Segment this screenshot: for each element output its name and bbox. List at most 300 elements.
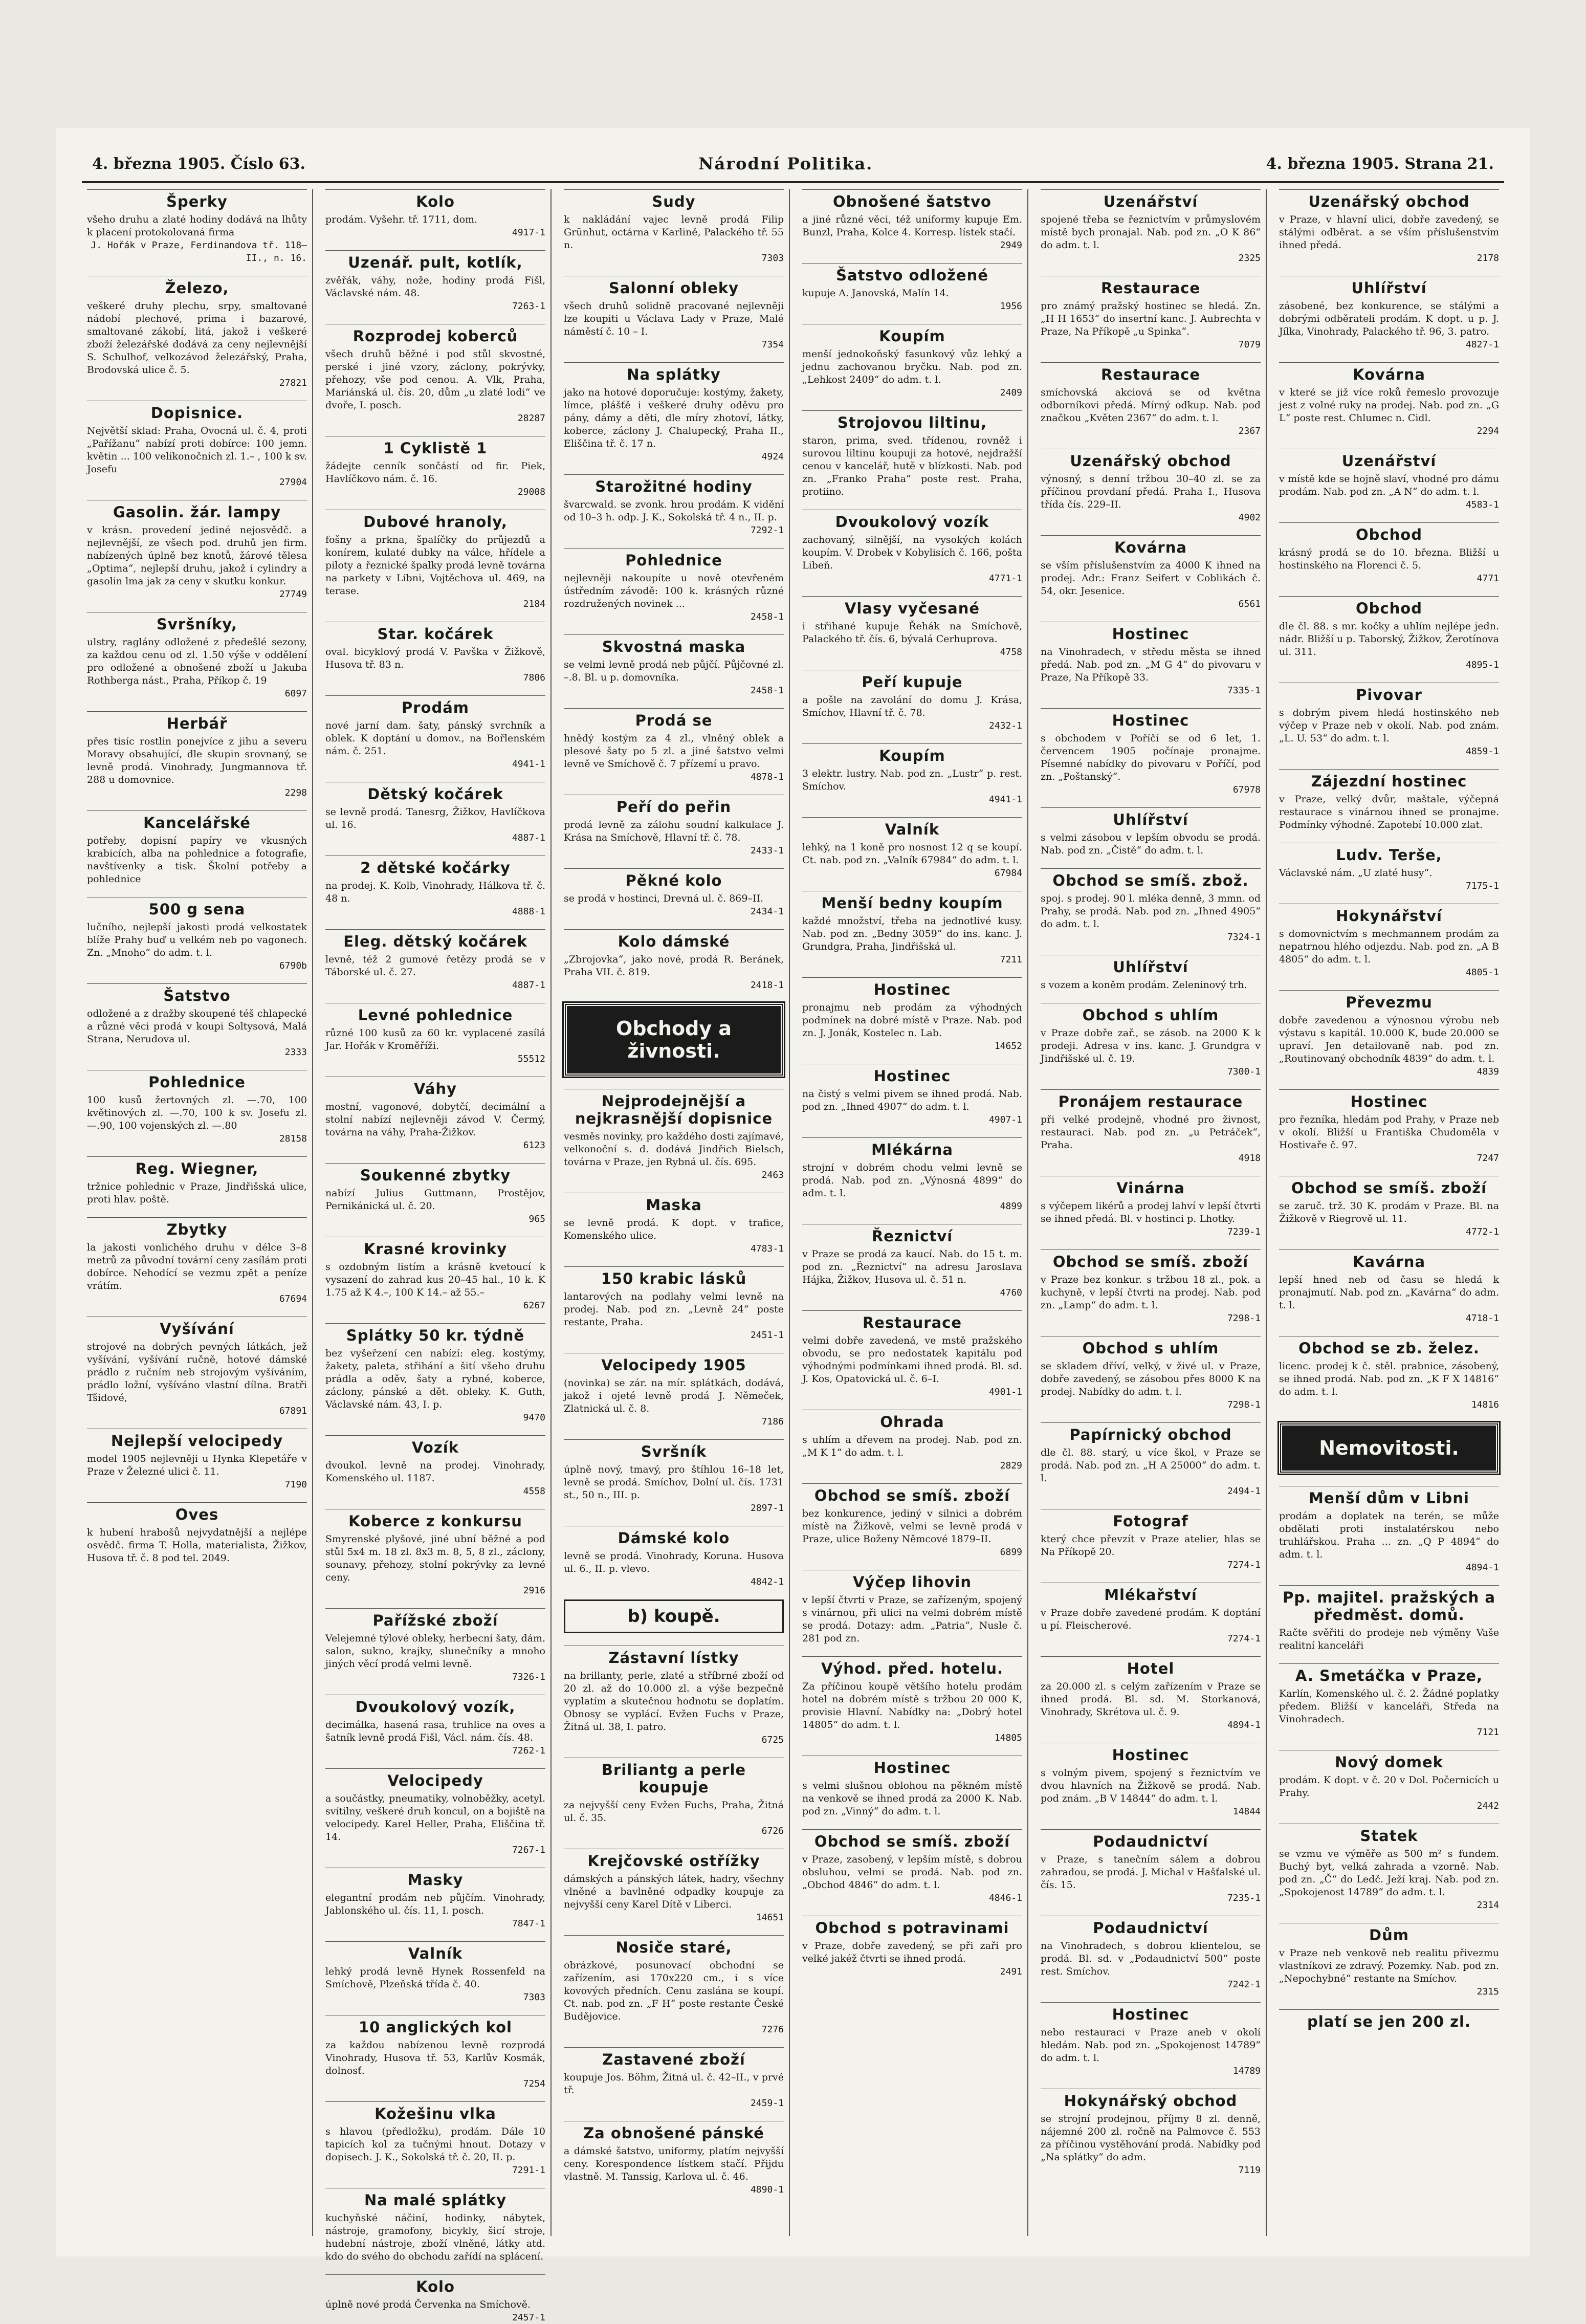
ad-title: Železo,	[87, 276, 307, 297]
ad-code: 4772-1	[1465, 1226, 1499, 1237]
classified-ad	[802, 510, 1022, 585]
ad-title: Za obnošené pánské	[564, 2121, 784, 2142]
ad-title: Oves	[87, 1502, 307, 1523]
ad-code: 7211	[1000, 954, 1022, 965]
ad-title: Vinárna	[1041, 1176, 1261, 1197]
column-6	[1274, 189, 1504, 2236]
classified-ad	[1041, 276, 1261, 351]
classified-ad	[87, 500, 307, 601]
classified-ad	[564, 1089, 784, 1181]
ad-code: 2418-1	[750, 980, 784, 991]
ad-code: 2315	[1477, 1986, 1499, 1997]
ad-text: tržnice pohlednic v Praze, Jindřišská ulice, proti hlav. poště.	[87, 1181, 307, 1205]
ad-text: se skladem dříví, velký, v živé ul. v Praze, dobře zavedený, se zásobou přes 8000 K na prodej. Nabídky do adm. t. l.	[1041, 1361, 1261, 1397]
ad-title: Statek	[1279, 1824, 1499, 1845]
ad-title: Menší bedny koupím	[802, 891, 1022, 912]
ad-text: Smyrenské plyšové, jiné ubní běžné a pod stůl 5x4 m. 18 zl. 8x3 m. 8, 5, 8 zl., záclony, sounavy, přehozy, stolní pokrývky za levné ceny.	[325, 1533, 545, 1583]
ad-code: 7326-1	[512, 1672, 545, 1682]
ad-title: Kovárna	[1041, 535, 1261, 556]
ad-code: 4888-1	[512, 906, 545, 917]
ad-code: 67984	[994, 868, 1022, 879]
ad-title: Dům	[1279, 1923, 1499, 1944]
classified-ad	[1279, 1663, 1499, 1739]
ad-text: 3 elektr. lustry. Nab. pod zn. „Lustr“ p. rest. Smíchov.	[802, 768, 1022, 792]
classified-ad	[1279, 904, 1499, 979]
ad-code: 7190	[284, 1479, 307, 1490]
ad-code: 6899	[1000, 1547, 1022, 1558]
ad-text: výnosný, s denní tržbou 30–40 zl. se za příčinou provdaní předá. Praha I., Husova třída čís. 229–II.	[1041, 473, 1261, 510]
ad-title: Pp. majitel. pražských a předměst. domů.	[1279, 1585, 1499, 1624]
ad-title: Dvoukolový vozík,	[325, 1695, 545, 1716]
classified-ad	[1041, 955, 1261, 992]
classified-ad	[325, 856, 545, 918]
ad-code: 27821	[279, 378, 307, 388]
ad-code: 7263-1	[512, 301, 545, 312]
ad-text: všech druhů solidně pracované nejlevněji lze koupiti u Václava Lady v Praze, Malé náměstí č. 10 – I.	[564, 300, 784, 337]
ad-code: 7186	[761, 1416, 784, 1427]
classified-ad	[564, 1849, 784, 1924]
classified-ad	[1041, 189, 1261, 265]
ad-text: potřeby, dopisní papíry ve vkusných krabicích, alba na pohlednice a fotografie, navštívenky a tisk. Školní potřeby a pohlednice	[87, 835, 307, 885]
classified-ad	[564, 474, 784, 537]
ad-text: bez vyšeřzení cen nabízí: eleg. kostýmy, žakety, paleta, střihání a šití všeho druhu prádla a oděv, šaty a rybné, koberce, záclony, pánské a dět. obleky. K. Guth, Václavské nám. 43, I. p.	[325, 1348, 545, 1410]
ad-text: Velejemné týlové obleky, herbecní šaty, dám. salon, sukno, krajky, slunečníky a mnoho jiných věcí prodá velmi levně.	[325, 1633, 545, 1670]
ad-text: mostní, vagonové, dobytčí, decimální a stolní nabízí nejlevněji závod V. Čermý, továrna na váhy, Praha-Žižkov.	[325, 1101, 545, 1138]
ad-text: s domovnictvím s mechmannem prodám za nepatrnou hlého odjezdu. Nab. pod zn. „A B 4805“ do adm. t. l.	[1279, 928, 1499, 965]
classified-ad	[1041, 2002, 1261, 2077]
ad-title: Na malé splátky	[325, 2188, 545, 2209]
ad-title: Mlékařství	[1041, 1583, 1261, 1604]
classified-ad	[87, 1217, 307, 1305]
classified-ad	[325, 1003, 545, 1065]
ad-text: se vším příslušenstvím za 4000 K ihned na prodej. Adr.: Franz Seifert v Coblikách č. 54, okr. Jesenice.	[1041, 560, 1261, 597]
ad-title: Koupím	[802, 743, 1022, 764]
ad-code: 2494-1	[1227, 1486, 1261, 1497]
ad-code: 55512	[517, 1054, 545, 1064]
classified-ad	[564, 868, 784, 918]
ad-title: Zastavené zboží	[564, 2047, 784, 2068]
classified-ad	[1041, 708, 1261, 796]
ad-text: a jiné různé věci, též uniformy kupuje Em. Bunzl, Praha, Kolce 4. Korresp. lístek stačí.	[802, 214, 1022, 238]
ad-title: Star. kočárek	[325, 622, 545, 643]
ad-code: 14816	[1471, 1399, 1499, 1410]
classified-ad	[564, 929, 784, 992]
ad-code: 14805	[994, 1733, 1022, 1743]
ad-code: 4878-1	[750, 772, 784, 782]
ad-title: Šperky	[87, 189, 307, 210]
ad-text: i střihané kupuje Řehák na Smíchově, Palackého tř. čís. 6, bývalá Cerhuprova.	[802, 621, 1022, 645]
classified-ad	[564, 2121, 784, 2196]
ad-title: Rozprodej koberců	[325, 324, 545, 345]
ad-title: Převezmu	[1279, 990, 1499, 1011]
ad-title: Obchod se smíš. zboží	[1041, 1249, 1261, 1270]
classified-ad	[325, 1608, 545, 1683]
ad-text: spoj. s prodej. 90 l. mléka denně, 3 mmn. od Prahy, se prodá. Nab. pod zn. „Ihned 4905“ do adm. t. l.	[1041, 893, 1261, 930]
ad-text: lantarových na podlahy velmi levně na prodej. Nab. pod zn. „Levně 24“ poste restante, Praha.	[564, 1291, 784, 1328]
ad-code: 2459-1	[750, 2098, 784, 2109]
classified-ad	[1279, 683, 1499, 758]
ad-title: Prodám	[325, 695, 545, 716]
classified-ad	[564, 1526, 784, 1588]
ad-title: Restaurace	[1041, 362, 1261, 383]
ad-title: Hostinec	[802, 1756, 1022, 1777]
ad-title: Uzenář. pult, kotlík,	[325, 250, 545, 271]
ad-title: Obchod s uhlím	[1041, 1336, 1261, 1357]
ad-text: se velmi levně prodá neb půjčí. Půjčovné zl. –.8. Bl. u p. domovníka.	[564, 659, 784, 683]
ad-code: 2184	[523, 599, 545, 609]
classified-ad	[1279, 276, 1499, 351]
ad-text: jako na hotové doporučuje: kostýmy, žakety, límce, plášťě i veškeré druhy oděvu pro pány, dámy a děti, dle míry zhotoví, látky, koberce, záclony J. Chalupecký, Praha II., Eliščina tř. č. 17 n.	[564, 387, 784, 449]
ad-code: 4839	[1477, 1066, 1499, 1077]
ad-text: v Praze dobře zař., se zásob. na 2000 K k prodeji. Adresa v ins. kanc. J. Grundgra v Jindřišské ul. č. 19.	[1041, 1027, 1261, 1064]
ad-title: Dětský kočárek	[325, 782, 545, 803]
ad-text: s vozem a koněm prodám. Zeleninový trh.	[1041, 979, 1247, 991]
ad-code: 27904	[279, 477, 307, 488]
ad-title: Ohrada	[802, 1410, 1022, 1431]
classified-ad	[564, 708, 784, 783]
classified-ad	[325, 1768, 545, 1856]
ad-text: Karlín, Komenského ul. č. 2. Žádné poplatky předem. Bližší v kanceláři, Středa na Vinohradech.	[1279, 1688, 1499, 1725]
ad-text: a součástky, pneumatiky, volnoběžky, acetyl. svítilny, veškeré druh koncul, on a bojiště na velocipedy. Karel Heller, Praha, Eliščina tř. 14.	[325, 1793, 545, 1843]
ad-title: Restaurace	[802, 1310, 1022, 1331]
ad-text: pronajmu neb prodám za výhodných podmínek na dobré místě v Praze. Nab. pod zn. J. Jonák, Kostelec n. Lab.	[802, 1002, 1022, 1039]
ad-title: Podaudnictví	[1041, 1916, 1261, 1937]
ad-text: se zaruč. trž. 30 K. prodám v Praze. Bl. na Žižkově v Riegrově ul. 11.	[1279, 1200, 1499, 1224]
ad-text: la jakosti vonlichého druhu v délce 3–8 metrů za původní tovární ceny zasílám proti dobírce. Nehodící se vezmu zpět a peníze vrátím.	[87, 1242, 307, 1291]
ad-title: Zbytky	[87, 1217, 307, 1238]
ad-text: na brillanty, perle, zlaté a stříbrné zboží od 20 zl. až do 10.000 zl. a výše bezpečně vyplatím a skutečnou hodnotu se doplatím. Obnosy se vyplácí. Evžen Fuchs v Praze, Žitná ul. 38, I. patro.	[564, 1670, 784, 1733]
classified-ad	[87, 711, 307, 799]
ad-title: Dopisnice.	[87, 401, 307, 422]
ad-code: 4924	[761, 451, 784, 462]
ad-title: Dvoukolový vozík	[802, 510, 1022, 531]
classified-ad	[325, 1163, 545, 1225]
classified-ad	[87, 983, 307, 1059]
ad-title: Obnošené šatstvo	[802, 189, 1022, 210]
ad-title: Herbář	[87, 711, 307, 732]
ad-text: menší jednokoňský fasunkový vůz lehký a jednu zachovanou bryčku. Nab. pod zn. „Lehkost 2409“ do adm. t. l.	[802, 348, 1022, 385]
ad-text: pro řezníka, hledám pod Prahy, v Praze neb v okolí. Bližší u Františka Chudoměla v Hostivaře č. 97.	[1279, 1114, 1499, 1151]
ad-text: krásný prodá se do 10. března. Bližší u hostinského na Florenci č. 5.	[1279, 547, 1499, 571]
classified-ad	[802, 891, 1022, 966]
ad-code: 6123	[523, 1140, 545, 1151]
ad-code: 7298-1	[1227, 1313, 1261, 1324]
classified-ad	[87, 612, 307, 700]
ad-code: 6097	[284, 688, 307, 699]
ad-text: v Praze, velký dvůr, maštale, výčepná restaurace s vinárnou ihned se pronajme. Podmínky výhodné. Zapotebí 10.000 zlat.	[1279, 794, 1499, 830]
section-heading: b) koupě.	[564, 1599, 784, 1633]
ad-title: 500 g sena	[87, 897, 307, 918]
ad-text: staron, prima, sved. třídenou, rovněž i surovou liltinu koupuji za hotové, nejdražší cenou v kancelář, hutě v blízkosti. Nab. pod zn. „Franko Praha“ poste rest. Praha, protiino.	[802, 435, 1022, 497]
classified-ad	[802, 263, 1022, 313]
ad-code: 2457-1	[512, 2312, 545, 2323]
ad-code: 7291-1	[512, 2165, 545, 2176]
classified-ad	[87, 189, 307, 265]
ad-text: každé množství, třeba na jednotlivé kusy. Nab. pod zn. „Bedny 3059“ do ins. kanc. J. Grundgra, Praha, Jindřišská ul.	[802, 915, 1022, 952]
classified-ad	[325, 1323, 545, 1424]
ad-text: se vzmu ve výměře as 500 m² s fundem. Buchý byt, velká zahrada a vzorně. Nab. pod zn. „Č“ do Ledč. Ježí kraj. Nab. pod zn. „Spokojenost 14789“ do adm. t. l.	[1279, 1848, 1499, 1898]
classified-ad	[1041, 807, 1261, 857]
ad-code: 4771	[1477, 573, 1499, 584]
ad-title: Nejlepší velocipedy	[87, 1429, 307, 1450]
header-right: 4. března 1905. Strana 21.	[1266, 155, 1494, 173]
ad-title: Šatstvo odložené	[802, 263, 1022, 284]
ad-text: nejlevněji nakoupíte u nově otevřeném ústředním závodě: 100 k. krásných různé rozdružených novinek ...	[564, 573, 784, 609]
ad-text: kupuje A. Janovská, Malín 14.	[802, 288, 949, 299]
ad-text: lučního, nejlepší jakosti prodá velkostatek blíže Prahy buď u velkém neb po vagonech. Zn. „Mnoho“ do adm. t. l.	[87, 922, 307, 958]
ad-title: platí se jen 200 zl.	[1279, 2009, 1499, 2030]
ad-title: Uhlířství	[1279, 276, 1499, 297]
ad-code: J. Hořák v Praze, Ferdinandova tř. 118–II., n. 16.	[91, 240, 307, 264]
ad-code: 4894-1	[1465, 1562, 1499, 1573]
ad-title: Pronájem restaurace	[1041, 1089, 1261, 1110]
ad-code: 14789	[1232, 2066, 1261, 2076]
ad-code: 7254	[523, 2078, 545, 2089]
ad-text: a dámské šatstvo, uniformy, platím nejvyšší ceny. Korespondence lístkem stačí. Přijdu vlastně. M. Tanssig, Karlova ul. č. 46.	[564, 2145, 784, 2182]
ad-code: 2458-1	[750, 611, 784, 622]
ad-title: Eleg. dětský kočárek	[325, 929, 545, 950]
ad-text: v místě kde se hojně slaví, vhodné pro dámu prodám. Nab. pod zn. „A N“ do adm. t. l.	[1279, 473, 1499, 497]
classified-ad	[1279, 449, 1499, 511]
classified-ad	[1041, 1003, 1261, 1078]
classified-ad	[564, 1646, 784, 1746]
ad-text: v Praze, zasobený, v lepším místě, s dobrou obsluhou, velmi se prodá. Nab. pod zn. „Obchod 4846“ do adm. t. l.	[802, 1854, 1022, 1891]
ad-code: 7847-1	[512, 1918, 545, 1929]
ad-code: 4827-1	[1465, 339, 1499, 350]
ad-title: Hostinec	[802, 1064, 1022, 1085]
ad-title: Pěkné kolo	[564, 868, 784, 889]
ad-code: 67978	[1232, 784, 1261, 795]
ad-title: Dubové hranoly,	[325, 510, 545, 531]
ad-title: Velocipedy 1905	[564, 1353, 784, 1374]
ad-title: Výhod. před. hotelu.	[802, 1656, 1022, 1677]
classified-ad	[1279, 189, 1499, 265]
ad-title: Obchod se smíš. zbož.	[1041, 868, 1261, 889]
ad-text: strojní v dobrém chodu velmi levně se prodá. Nab. pod zn. „Výnosná 4899“ do adm. t. l.	[802, 1162, 1022, 1199]
ad-text: v Praze neb venkově neb realitu přivezmu vlastníkovi ze zdravý. Pozemky. Nab. pod zn. „Nepochybné“ restante na Smíchov.	[1279, 1947, 1499, 1984]
ad-text: obrázkové, posunovací obchodní se zařízením, asi 170x220 cm., i s více kovových předních. Cenu zaslána se koupí. Ct. nab. pod zn. „F H“ poste restante České Budějovice.	[564, 1960, 784, 2022]
ad-title: Svršník	[564, 1439, 784, 1460]
ad-title: Sudy	[564, 189, 784, 210]
ad-code: 2491	[1000, 1966, 1022, 1977]
ad-code: 2409	[1000, 387, 1022, 398]
ad-title: Kožešinu vlka	[325, 2101, 545, 2122]
ad-title: Zástavní lístky	[564, 1646, 784, 1667]
ad-code: 7262-1	[512, 1745, 545, 1756]
ad-code: 2434-1	[750, 906, 784, 917]
ad-text: švarcwald. se zvonk. hrou prodám. K vidění od 10–3 h. odp. J. K., Sokolská tř. 4 n., II. p.	[564, 499, 784, 523]
ad-title: Hostinec	[1279, 1089, 1499, 1110]
classified-ad	[325, 1435, 545, 1498]
classified-ad	[802, 743, 1022, 806]
ad-code: 2294	[1477, 426, 1499, 436]
classified-ad	[1279, 1923, 1499, 1998]
ad-text: Největší sklad: Praha, Ovocná ul. č. 4, proti „Pařížanu“ nabízí proti dobírce: 100 jemn. květin ... 100 velikonočních zl. 1.– , 100 k sv. Josefu	[87, 425, 307, 475]
classified-ad	[325, 1695, 545, 1757]
ad-code: 4583-1	[1465, 499, 1499, 510]
ad-title: Velocipedy	[325, 1768, 545, 1789]
classified-ad	[564, 276, 784, 351]
classified-ad	[802, 1916, 1022, 1978]
ad-text: velmi dobře zavedená, ve mstě pražského obvodu, se pro nedostatek kapitálu pod výhodnými podmínkami ihned prodá. Bl. sd. J. Kos, Opatovická ul. č. 6–I.	[802, 1335, 1022, 1385]
ad-code: 4842-1	[750, 1576, 784, 1587]
classified-ad	[87, 1156, 307, 1206]
ad-text: kuchyňské náčiní, hodinky, nábytek, nástroje, gramofony, bicykly, šicí stroje, hudební nástroje, zboží vlněné, látky atd. kdo do svého do obchodu zařídí na splácení.	[325, 2212, 545, 2262]
classified-ad	[1041, 449, 1261, 524]
classified-ad	[87, 810, 307, 886]
ad-code: 6725	[761, 1735, 784, 1745]
classified-ad	[1041, 535, 1261, 610]
classified-ad	[1041, 2089, 1261, 2177]
page-header	[92, 148, 1494, 179]
ad-text: v Praze, s tanečním sálem a dobrou zahradou, se prodá. J. Michal v Hašťalské ul. čís. 15.	[1041, 1854, 1261, 1891]
ad-text: v Praze se prodá za kaucí. Nab. do 15 t. m. pod zn. „Řeznictví“ na adresu Jaroslava Hájka, Žižkov, Husova ul. č. 51 n.	[802, 1248, 1022, 1285]
ad-text: ulstry, raglány odložené z předešlé sezony, za každou cenu od zl. 1.50 výše v oddělení pro odložené a obnošené zboží u Jakuba Rothberga nást., Praha, Příkop č. 19	[87, 637, 307, 686]
ad-text: úplně nové prodá Červenka na Smíchově.	[325, 2299, 531, 2310]
ad-text: dle čl. 88. s mr. kočky a uhlím nejlépe jedn. nádr. Bližší u p. Taborský, Žižkov, Žerotínova ul. 311.	[1279, 621, 1499, 657]
classified-ad	[325, 929, 545, 992]
ad-title: Uzenářství	[1279, 449, 1499, 470]
ad-code: 4718-1	[1465, 1313, 1499, 1324]
ad-title: Valník	[802, 817, 1022, 838]
classified-ad	[564, 189, 784, 265]
ad-code: 2433-1	[750, 845, 784, 856]
classified-ad	[1279, 1089, 1499, 1165]
ad-code: 28287	[517, 413, 545, 424]
ad-title: Kavárna	[1279, 1249, 1499, 1270]
ad-text: v Praze dobře zavedené prodám. K doptání u pí. Fleischerové.	[1041, 1607, 1261, 1631]
column-1	[82, 189, 313, 2236]
ad-code: 7300-1	[1227, 1066, 1261, 1077]
ad-text: bez konkurence, jediný v silnici a dobrém místě na Žižkově, velmi se levně prodá v Praze, ulice Boženy Němcové 1879–II.	[802, 1508, 1022, 1545]
ad-text: „Zbrojovka“, jako nové, prodá R. Beránek, Praha VII. č. 819.	[564, 954, 784, 978]
ad-text: dámských a pánských látek, hadry, všechny vlněné a bavlněné odpadky koupuje za nejvyšší ceny Karel Dítě v Liberci.	[564, 1873, 784, 1910]
ad-title: Obchod s uhlím	[1041, 1003, 1261, 1024]
ad-code: 2314	[1477, 1900, 1499, 1911]
ad-text: prodám. K dopt. v č. 20 v Dol. Počernicích u Prahy.	[1279, 1774, 1499, 1799]
classified-ad	[564, 2047, 784, 2110]
ad-text: na čistý s velmi pivem se ihned prodá. Nab. pod zn. „Ihned 4907“ do adm. t. l.	[802, 1088, 1022, 1112]
ad-code: 6790b	[279, 960, 307, 971]
column-2	[320, 189, 552, 2323]
classified-ad	[802, 817, 1022, 880]
ad-title: A. Smetáčka v Praze,	[1279, 1663, 1499, 1684]
ad-text: strojové na dobrých pevných látkách, jež vyšívání, vyšívání ručně, hotové dámské prádlo z ručním neb strojovým vyšíváním, prádlo ložní, vyšíváno vlastní dílna. Bratři Tšidové,	[87, 1341, 307, 1404]
ad-code: 14844	[1232, 1806, 1261, 1817]
ad-text: který chce převzít v Praze atelier, hlas se Na Příkopě 20.	[1041, 1533, 1261, 1558]
ad-text: různé 100 kusů za 60 kr. vyplacené zasílá Jar. Hořák v Kroměříži.	[325, 1027, 545, 1051]
ad-title: Mlékárna	[802, 1137, 1022, 1158]
ad-code: 7239-1	[1227, 1226, 1261, 1237]
ad-code: 2463	[761, 1170, 784, 1180]
ad-code: 14652	[994, 1041, 1022, 1051]
ad-title: Šatstvo	[87, 983, 307, 1004]
classified-ad	[802, 977, 1022, 1053]
ad-text: zásobené, bez konkurence, se stálými a dobrými odběrateli prodám. K dopt. u p. J. Jílka, Vinohrady, Palackého tř. 96, 3. patro.	[1279, 300, 1499, 337]
classified-ad	[325, 1509, 545, 1597]
ad-code: 7175-1	[1465, 881, 1499, 891]
ad-text: levně se prodá. Vinohrady, Koruna. Husova ul. 6., II. p. vlevo.	[564, 1550, 784, 1574]
ad-title: Uhlířství	[1041, 955, 1261, 976]
ad-text: nebo restauraci v Praze aneb v okolí hledám. Nab. pod zn. „Spokojenost 14789“ do adm. t. l.	[1041, 2027, 1261, 2064]
ad-text: lehký, na 1 koně pro nosnost 12 q se koupí. Ct. nab. pod zn. „Valník 67984“ do adm. t. l.	[802, 842, 1022, 866]
ad-code: 4890-1	[750, 2184, 784, 2195]
ad-title: Briliantg a perle koupuje	[564, 1758, 784, 1796]
ad-text: lepší hned neb od času se hledá k pronajmutí. Nab. pod zn. „Kavárna“ do adm. t. l.	[1279, 1274, 1499, 1311]
ad-code: 7119	[1238, 2165, 1261, 2176]
ad-text: úplně nový, tmavý, pro štíhlou 16–18 let, levně se prodá. Smíchov, Dolní ul. čís. 1731 st., 50 n., III. p.	[564, 1464, 784, 1501]
ad-code: 4901-1	[988, 1387, 1022, 1397]
ad-title: Skvostná maska	[564, 634, 784, 655]
ad-text: Za příčinou koupě většího hotelu prodám hotel na dobrém místě s tržbou 20 000 K, provisie Hlavní. Nabídky na: „Dobrý hotel 14805“ do adm. t. l.	[802, 1681, 1022, 1730]
ad-title: Krejčovské ostřížky	[564, 1849, 784, 1870]
ad-title: 2 dětské kočárky	[325, 856, 545, 876]
ad-text: 100 kusů žertovných zl. —.70, 100 květinových zl. —.70, 100 k sv. Josefu zl. —.90, 100 vojenských zl. —.80	[87, 1094, 307, 1131]
ad-code: 4805-1	[1465, 967, 1499, 978]
classified-ad	[802, 1829, 1022, 1904]
ad-code: 28158	[279, 1133, 307, 1144]
ad-title: Hostinec	[1041, 708, 1261, 729]
ad-text: prodám. Vyšehr. tř. 1711, dom.	[325, 214, 478, 225]
ad-title: Reg. Wiegner,	[87, 1156, 307, 1177]
ad-title: Kolo dámské	[564, 929, 784, 950]
classified-ad	[1279, 769, 1499, 831]
ad-code: 2298	[284, 787, 307, 798]
classified-ad	[564, 1758, 784, 1837]
ad-code: 7354	[761, 339, 784, 350]
ad-title: Fotograf	[1041, 1509, 1261, 1530]
classified-ad	[1279, 362, 1499, 437]
classified-ad	[325, 1941, 545, 2004]
ad-title: Kolo	[325, 189, 545, 210]
ad-text: na Vinohradech, s dobrou klientelou, se prodá. Bl. sd. v „Podaudnictví 500“ poste rest. Smíchov.	[1041, 1940, 1261, 1977]
ad-text: zvěřák, váhy, nože, hodiny prodá Fišl, Václavské nám. 48.	[325, 275, 545, 299]
ad-title: Maska	[564, 1193, 784, 1214]
ad-code: 965	[528, 1214, 545, 1224]
ad-text: se levně prodá. Tanesrg, Žižkov, Havlíčkova ul. 16.	[325, 806, 545, 830]
newspaper-page	[56, 128, 1530, 2323]
classified-ad	[325, 2188, 545, 2263]
ad-title: Uzenářský obchod	[1279, 189, 1499, 210]
ad-text: přes tisíc rostlin ponejvíce z jihu a severu Moravy obsahující, dle skupin srovnaný, se levně prodá. Vinohrady, Jungmannova tř. 288 u domovnice.	[87, 736, 307, 785]
ad-code: 7292-1	[750, 525, 784, 536]
ad-title: Ludv. Terše,	[1279, 843, 1499, 864]
classified-ad	[1041, 1176, 1261, 1238]
classified-ad	[1279, 1249, 1499, 1325]
ad-title: Obchod	[1279, 596, 1499, 617]
classified-ad	[1041, 362, 1261, 437]
ad-text: spojené třeba se řeznictvím v průmyslovém místě bych pronajal. Nab. pod zn. „O K 86“ do adm. t. l.	[1041, 214, 1261, 251]
ad-text: licenc. prodej k č. stěl. prabnice, zásobený, se ihned prodá. Nab. pod zn. „K F X 14816“ do adm. t. l.	[1279, 1361, 1499, 1397]
ad-text: Račte svěřiti do prodeje neb výměny Vaše realitní kanceláři	[1279, 1627, 1499, 1651]
ad-text: s obchodem v Poříčí se od 6 let, 1. červencem 1905 počínaje pronajme. Písemné nabídky do pivovaru v Poříčí, pod zn. „Poštanský“.	[1041, 733, 1261, 782]
ad-text: za nejvyšší ceny Evžen Fuchs, Praha, Žitná ul. č. 35.	[564, 1800, 784, 1824]
ad-text: veškeré druhy plechu, srpy, smaltované nádobí plechové, prima i bazarové, smaltované zákobí, litá, jakož i veškeré zboží železářské dodává za ceny nejlevnější S. Schulhof, velkozávod železářský, Praha, Brodovská ulice č. 5.	[87, 300, 307, 376]
ad-text: dobře zavedenou a výnosnou výrobu neb výstavu s kapitál. 10.000 K, bude 20.000 se upraví. Jen detailovaně nab. pod zn. „Routinovaný obchodník 4839“ do adm. t. l.	[1279, 1015, 1499, 1064]
ad-code: 7079	[1238, 339, 1261, 350]
classified-ad	[1041, 1249, 1261, 1325]
classified-ad	[802, 1483, 1022, 1559]
ad-code: 4783-1	[750, 1243, 784, 1254]
classified-ad	[1279, 1750, 1499, 1812]
classified-ad	[87, 276, 307, 389]
ad-code: 9470	[523, 1412, 545, 1423]
classified-ad	[1041, 1336, 1261, 1411]
ad-title: Kolo	[325, 2274, 545, 2295]
ad-title: Řeznictví	[802, 1224, 1022, 1245]
ad-text: dle čl. 88. starý, u více škol, v Praze se prodá. Nab. pod zn. „H A 25000“ do adm. t. l.	[1041, 1447, 1261, 1484]
ad-code: 4907-1	[988, 1114, 1022, 1125]
